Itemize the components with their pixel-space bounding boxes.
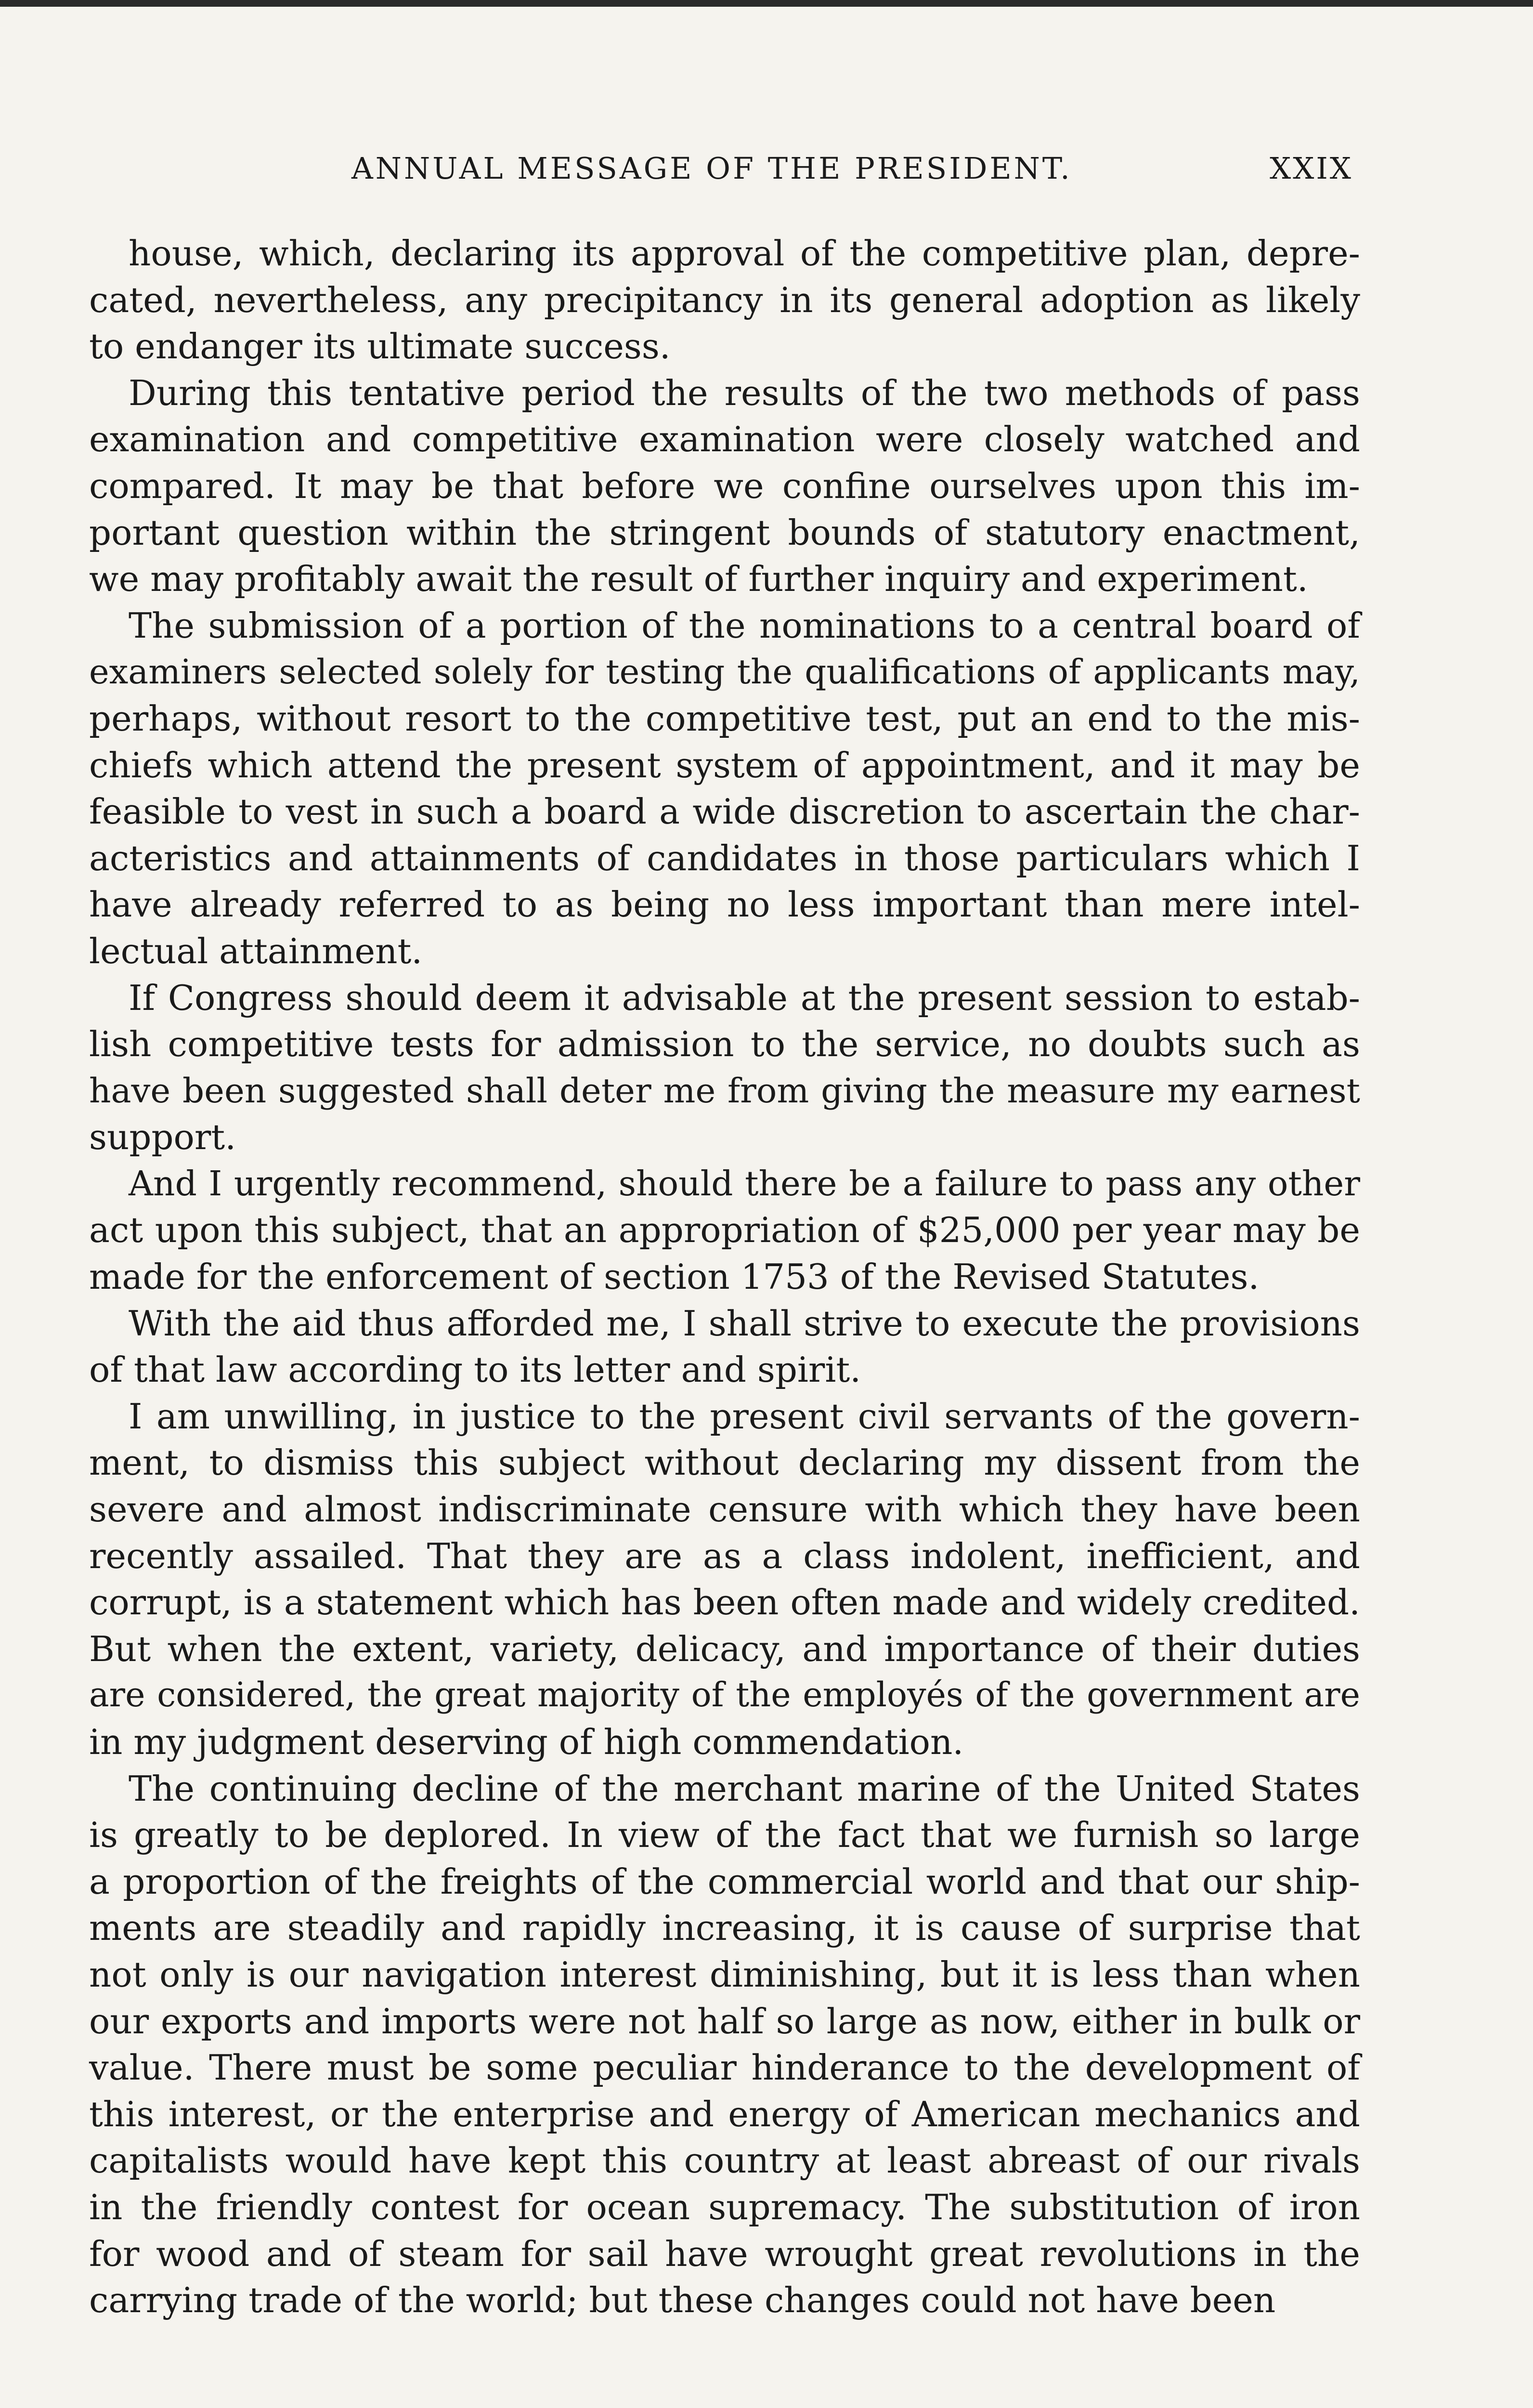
page-title: ANNUAL MESSAGE OF THE PRESIDENT. (351, 151, 1072, 186)
text-line: not only is our navigation interest diminishing, but it is less than when (89, 1954, 1360, 1995)
text-line: in my judgment deserving of high commendation. (89, 1722, 964, 1762)
text-line: If Congress should deem it advisable at the present session to estab- (129, 977, 1360, 1018)
text-line: is greatly to be deplored. In view of the fact that we furnish so large (89, 1815, 1360, 1856)
text-line: The submission of a portion of the nominations to a central board of (129, 605, 1360, 646)
text-line: have been suggested shall deter me from giving the measure my earnest (89, 1070, 1360, 1111)
text-line: in the friendly contest for ocean supremacy. The substitution of iron (89, 2186, 1360, 2227)
text-line: But when the extent, variety, delicacy, and importance of their duties (89, 1628, 1360, 1669)
paragraph (89, 1393, 1360, 1766)
text-line: carrying trade of the world; but these changes could not have been (89, 2280, 1276, 2321)
text-line: acteristics and attainments of candidates in those particulars which I (89, 838, 1360, 878)
text-line: to endanger its ultimate success. (89, 326, 671, 367)
text-line: During this tentative period the results of the two methods of pass (129, 372, 1360, 413)
text-line: severe and almost indiscriminate censure with which they have been (89, 1489, 1360, 1530)
text-line: portant question within the stringent bounds of statutory enactment, (89, 512, 1360, 553)
text-line: capitalists would have kept this country at least abreast of our rivals (89, 2140, 1360, 2181)
text-line: are considered, the great majority of the employés of the government are (89, 1675, 1360, 1715)
text-line: house, which, declaring its approval of the competitive plan, depre- (129, 233, 1360, 274)
text-line: corrupt, is a statement which has been often made and widely credited. (89, 1582, 1360, 1623)
paragraph (89, 1300, 1360, 1393)
document-body (89, 230, 1360, 2324)
text-line: feasible to vest in such a board a wide discretion to ascertain the char- (89, 791, 1360, 832)
running-head (101, 147, 1353, 190)
text-line: this interest, or the enterprise and energy of American mechanics and (89, 2094, 1360, 2134)
text-line: compared. It may be that before we confine ourselves upon this im- (89, 465, 1360, 506)
text-line: a proportion of the freights of the commercial world and that our ship- (89, 1861, 1360, 1902)
text-line: we may profitably await the result of further inquiry and experiment. (89, 559, 1308, 600)
page-number: XXIX (1270, 151, 1353, 186)
text-line: The continuing decline of the merchant marine of the United States (129, 1768, 1360, 1809)
text-line: examiners selected solely for testing the qualifications of applicants may, (89, 652, 1360, 692)
text-line: perhaps, without resort to the competitive test, put an end to the mis- (89, 698, 1360, 739)
paragraph (89, 602, 1360, 975)
text-line: for wood and of steam for sail have wrought great revolutions in the (89, 2233, 1360, 2274)
text-line: of that law according to its letter and spirit. (89, 1349, 861, 1390)
paragraph (89, 370, 1360, 602)
text-line: recently assailed. That they are as a class indolent, inefficient, and (89, 1535, 1360, 1576)
text-line: lectual attainment. (89, 930, 423, 971)
text-line: ment, to dismiss this subject without declaring my dissent from the (89, 1442, 1360, 1483)
text-line: I am unwilling, in justice to the present civil servants of the govern- (129, 1396, 1360, 1437)
text-line: act upon this subject, that an appropriation of $25,000 per year may be (89, 1210, 1360, 1251)
text-line: cated, nevertheless, any precipitancy in its general adoption as likely (89, 279, 1360, 320)
paragraph (89, 230, 1360, 370)
top-border-rule (0, 0, 1533, 7)
text-line: And I urgently recommend, should there be a failure to pass any other (129, 1163, 1360, 1204)
text-line: With the aid thus afforded me, I shall strive to execute the provisions (129, 1303, 1360, 1344)
text-line: have already referred to as being no less important than mere intel- (89, 884, 1360, 925)
paragraph (89, 1766, 1360, 2324)
paragraph (89, 975, 1360, 1161)
text-line: value. There must be some peculiar hinderance to the development of (89, 2047, 1360, 2088)
text-line: ments are steadily and rapidly increasing, it is cause of surprise that (89, 1908, 1360, 1949)
text-line: support. (89, 1117, 236, 1158)
text-line: made for the enforcement of section 1753 of the Revised Statutes. (89, 1256, 1260, 1297)
text-line: examination and competitive examination were closely watched and (89, 419, 1360, 460)
text-line: chiefs which attend the present system of appointment, and it may be (89, 745, 1360, 785)
paragraph (89, 1161, 1360, 1300)
text-line: lish competitive tests for admission to the service, no doubts such as (89, 1024, 1360, 1065)
text-line: our exports and imports were not half so large as now, either in bulk or (89, 2001, 1360, 2042)
